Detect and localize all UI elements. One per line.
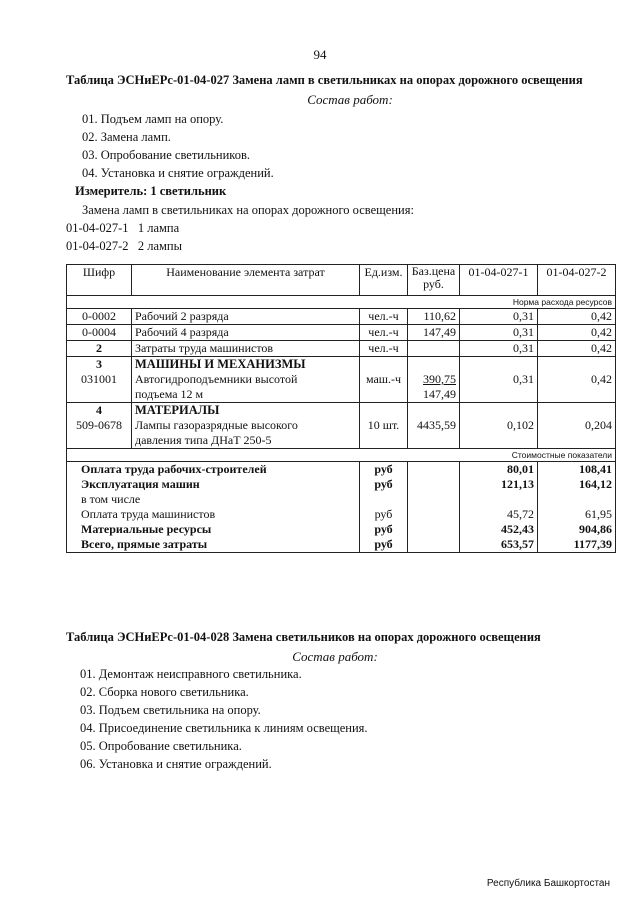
cost-value: 1177,39: [573, 537, 612, 551]
cost-block: [67, 462, 616, 553]
table2-step-1: 01. Демонтаж неисправного светильника.: [80, 667, 302, 681]
table-header-row: [67, 265, 616, 296]
cost-names: [67, 462, 360, 553]
table2-title: Таблица ЭСНиЕРс-01-04-028 Замена светильников на опорах дорожного освещения: [66, 630, 541, 644]
cell-code: 0-0004: [67, 325, 132, 341]
cell-name: Рабочий 2 разряда: [132, 309, 360, 325]
cost-value: 80,01: [507, 462, 534, 476]
cell-name: [132, 357, 360, 403]
material-name-line2: давления типа ДНаТ 250-5: [135, 433, 272, 447]
header-variant-2: 01-04-027-2: [538, 265, 616, 296]
table1-step-1: 01. Подъем ламп на опору.: [82, 112, 224, 126]
cell-name: Рабочий 4 разряда: [132, 325, 360, 341]
header-price: [408, 265, 460, 296]
table2-step-5: 05. Опробование светильника.: [80, 739, 242, 753]
table1-step-2: 02. Замена ламп.: [82, 130, 171, 144]
variant-1: 01-04-027-1 1 лампа: [66, 221, 180, 235]
cell-v2: 0,42: [538, 309, 616, 325]
material-unit: 10 шт.: [367, 418, 400, 432]
cell-v1: 0,31: [460, 325, 538, 341]
cell-price: [408, 403, 460, 449]
cost-name: Эксплуатация машин: [81, 477, 200, 491]
cell-price: 110,62: [408, 309, 460, 325]
cell-unit: чел.-ч: [360, 341, 408, 357]
machine-name-line1: Автогидроподъемники высотой: [135, 372, 298, 386]
header-price-line2: руб.: [423, 277, 444, 291]
cell-v2: 0,42: [538, 341, 616, 357]
meter: Измеритель: 1 светильник: [75, 184, 227, 198]
cost-value: 653,57: [501, 537, 534, 551]
machine-name-line2: подъема 12 м: [135, 387, 204, 401]
table2-subtitle: Состав работ:: [292, 649, 378, 664]
section-number: 3: [96, 357, 102, 371]
meter-description: Замена ламп в светильниках на опорах дорожного освещения:: [82, 203, 414, 217]
machinist-price: 147,49: [423, 387, 456, 401]
cell-price: [408, 357, 460, 403]
table1-step-3: 03. Опробование светильников.: [82, 148, 251, 162]
machine-v2: 0,42: [591, 372, 612, 386]
cost-name: Оплата труда рабочих-строителей: [81, 462, 267, 476]
table-row: [67, 309, 616, 325]
norm-label: Норма расхода ресурсов: [67, 296, 616, 309]
variant-2: 01-04-027-2 2 лампы: [66, 239, 183, 253]
table-row: [67, 341, 616, 357]
cost-name: Материальные ресурсы: [81, 522, 212, 536]
cost-unit: руб: [374, 507, 393, 521]
footer-region: Республика Башкортостан: [486, 878, 610, 889]
cell-price: [408, 341, 460, 357]
cell-v2: [538, 357, 616, 403]
cost-value: 452,43: [501, 522, 534, 536]
cost-v2: [538, 462, 616, 553]
table2-step-3: 03. Подъем светильника на опору.: [80, 703, 261, 717]
page-number: 94: [313, 47, 327, 62]
cost-name: Оплата труда машинистов: [81, 507, 216, 521]
cell-name: Затраты труда машинистов: [132, 341, 360, 357]
header-unit: Ед.изм.: [360, 265, 408, 296]
cell-code: [67, 403, 132, 449]
material-name-line1: Лампы газоразрядные высокого: [135, 418, 298, 432]
section-title: МАТЕРИАЛЫ: [135, 403, 220, 417]
cell-v1: [460, 357, 538, 403]
material-v2: 0,204: [585, 418, 612, 432]
materials-row: [67, 403, 616, 449]
table1-step-4: 04. Установка и снятие ограждений.: [82, 166, 274, 180]
cell-v1: [460, 403, 538, 449]
table2-step-4: 04. Присоединение светильника к линиям освещения.: [80, 721, 368, 735]
table1-title: Таблица ЭСНиЕРс-01-04-027 Замена ламп в светильниках на опорах дорожного освещения: [66, 73, 583, 87]
cost-label: Стоимостные показатели: [67, 449, 616, 462]
machines-row: [67, 357, 616, 403]
header-code: Шифр: [67, 265, 132, 296]
header-variant-1: 01-04-027-1: [460, 265, 538, 296]
section-number: 4: [96, 403, 102, 417]
resource-table: [66, 264, 616, 553]
cell-v1: 0,31: [460, 309, 538, 325]
cell-v2: [538, 403, 616, 449]
section-title: МАШИНЫ И МЕХАНИЗМЫ: [135, 357, 306, 371]
cell-price: 147,49: [408, 325, 460, 341]
cell-unit: [360, 403, 408, 449]
cost-unit: руб: [374, 462, 393, 476]
cost-label-row: [67, 449, 616, 462]
cell-v1: 0,31: [460, 341, 538, 357]
table2-step-2: 02. Сборка нового светильника.: [80, 685, 249, 699]
material-code: 509-0678: [76, 418, 122, 432]
cell-code: 2: [67, 341, 132, 357]
cost-value: 45,72: [507, 507, 534, 521]
machine-unit: маш.-ч: [365, 372, 402, 386]
cost-price-empty: [408, 462, 460, 553]
cell-code: 0-0002: [67, 309, 132, 325]
cost-unit: руб: [374, 477, 393, 491]
cost-value: 904,86: [579, 522, 612, 536]
cost-subnote: в том числе: [81, 492, 141, 506]
header-name: Наименование элемента затрат: [132, 265, 360, 296]
cost-value: 164,12: [579, 477, 612, 491]
header-price-line1: Баз.цена: [411, 264, 456, 278]
cell-unit: [360, 357, 408, 403]
table-row: [67, 325, 616, 341]
material-v1: 0,102: [507, 418, 534, 432]
cost-v1: [460, 462, 538, 553]
norm-label-row: [67, 296, 616, 309]
cost-value: 108,41: [579, 462, 612, 476]
material-price: 4435,59: [417, 418, 456, 432]
cell-code: [67, 357, 132, 403]
cell-unit: чел.-ч: [360, 325, 408, 341]
machine-code: 031001: [81, 372, 117, 386]
cell-v2: 0,42: [538, 325, 616, 341]
cost-unit: руб: [374, 537, 393, 551]
cost-value: 61,95: [585, 507, 612, 521]
cell-name: [132, 403, 360, 449]
table1-subtitle: Состав работ:: [307, 92, 393, 107]
cost-units: [360, 462, 408, 553]
machine-price: 390,75: [423, 372, 456, 386]
cost-value: 121,13: [501, 477, 534, 491]
table2-step-6: 06. Установка и снятие ограждений.: [80, 757, 272, 771]
cost-unit: руб: [374, 522, 393, 536]
cell-unit: чел.-ч: [360, 309, 408, 325]
machine-v1: 0,31: [513, 372, 534, 386]
cost-name: Всего, прямые затраты: [81, 537, 208, 551]
